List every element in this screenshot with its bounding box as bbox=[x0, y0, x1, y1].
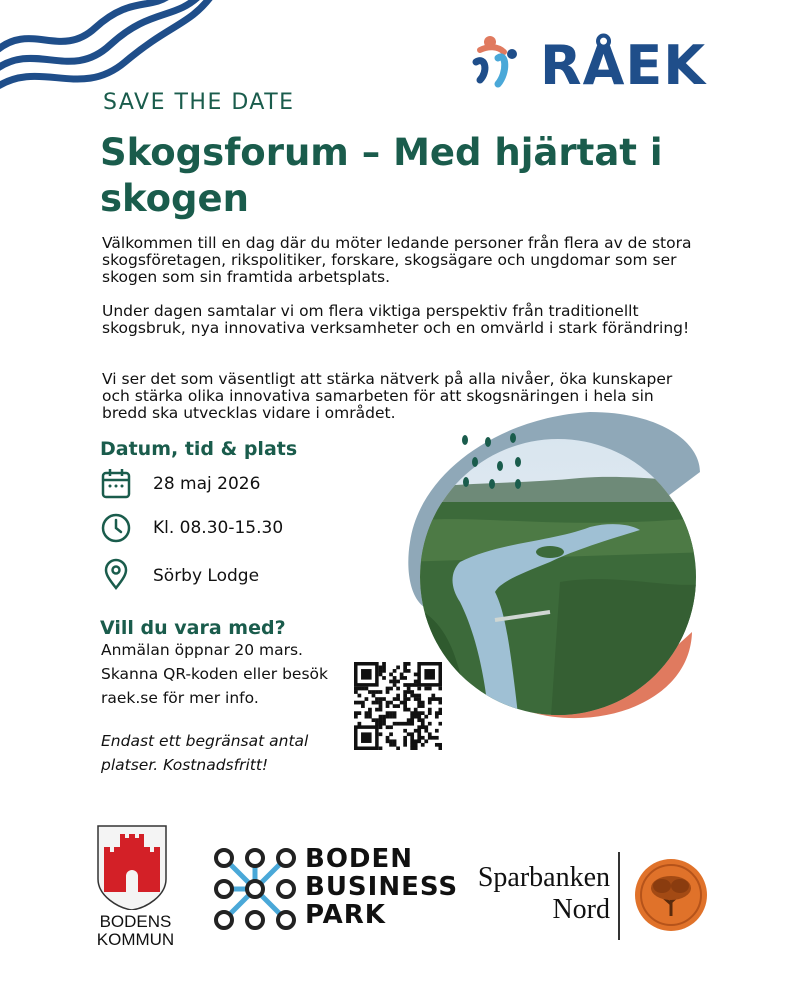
forest-photo bbox=[400, 412, 710, 732]
intro-paragraph-2: Under dagen samtalar vi om flera viktiga perspektiv från traditionellt skogsbruk, nya innovativa verksamheter och en omvärld i stark förändring! bbox=[102, 302, 690, 337]
registration-text bbox=[101, 638, 351, 710]
eyebrow-save-the-date: SAVE THE DATE bbox=[103, 90, 295, 115]
boden-business-park-text bbox=[305, 845, 458, 929]
intro-paragraph-3: Vi ser det som väsentligt att stärka nätverk på alla nivåer, öka kunskaper och stärka olika innovativa samarbeten för att skogsnäringen i hela sin bredd ska utvecklas vidare i området. bbox=[102, 370, 673, 422]
calendar-icon bbox=[100, 467, 132, 499]
sparbanken-nord-text bbox=[452, 862, 610, 926]
raek-logo-mark bbox=[468, 32, 538, 94]
sponsor-line: Nord bbox=[552, 894, 610, 925]
registration-note bbox=[101, 729, 351, 777]
bodens-kommun-coat-of-arms bbox=[96, 824, 168, 910]
registration-line: raek.se för mer info. bbox=[101, 689, 259, 707]
boden-business-park-logo-mark bbox=[212, 846, 298, 932]
sponsor-line: BODEN bbox=[305, 844, 414, 874]
note-line: Endast ett begränsat antal bbox=[101, 732, 309, 750]
sparbanken-oak-logo bbox=[634, 858, 708, 932]
sparbanken-divider bbox=[618, 852, 620, 940]
location-pin-icon bbox=[100, 558, 132, 590]
details-heading: Datum, tid & plats bbox=[100, 438, 298, 460]
event-date: 28 maj 2026 bbox=[153, 474, 261, 494]
sponsor-line: BODENS bbox=[99, 912, 172, 931]
intro-paragraph-1: Välkommen till en dag där du möter ledande personer från flera av de stora skogsföretagen, rikspolitiker, forskare, skogsägare och ungdomar som ser skogen som sin framtida arbetsplats. bbox=[102, 234, 692, 286]
note-line: platser. Kostnadsfritt! bbox=[101, 756, 269, 774]
event-time: Kl. 08.30-15.30 bbox=[153, 518, 284, 538]
clock-icon bbox=[100, 512, 132, 544]
sponsor-line: KOMMUN bbox=[96, 930, 175, 949]
page-title: Skogsforum – Med hjärtat i skogen bbox=[100, 131, 663, 220]
sponsor-line: PARK bbox=[305, 900, 386, 930]
sponsor-line: Sparbanken bbox=[477, 862, 610, 893]
registration-line: Anmälan öppnar 20 mars. bbox=[101, 641, 303, 659]
sponsor-line: BUSINESS bbox=[305, 872, 459, 902]
raek-logo-text: RÅEK bbox=[540, 34, 707, 97]
registration-heading: Vill du vara med? bbox=[100, 617, 286, 639]
bodens-kommun-text bbox=[88, 913, 183, 949]
registration-line: Skanna QR-koden eller besök bbox=[101, 665, 328, 683]
event-place: Sörby Lodge bbox=[153, 566, 260, 586]
